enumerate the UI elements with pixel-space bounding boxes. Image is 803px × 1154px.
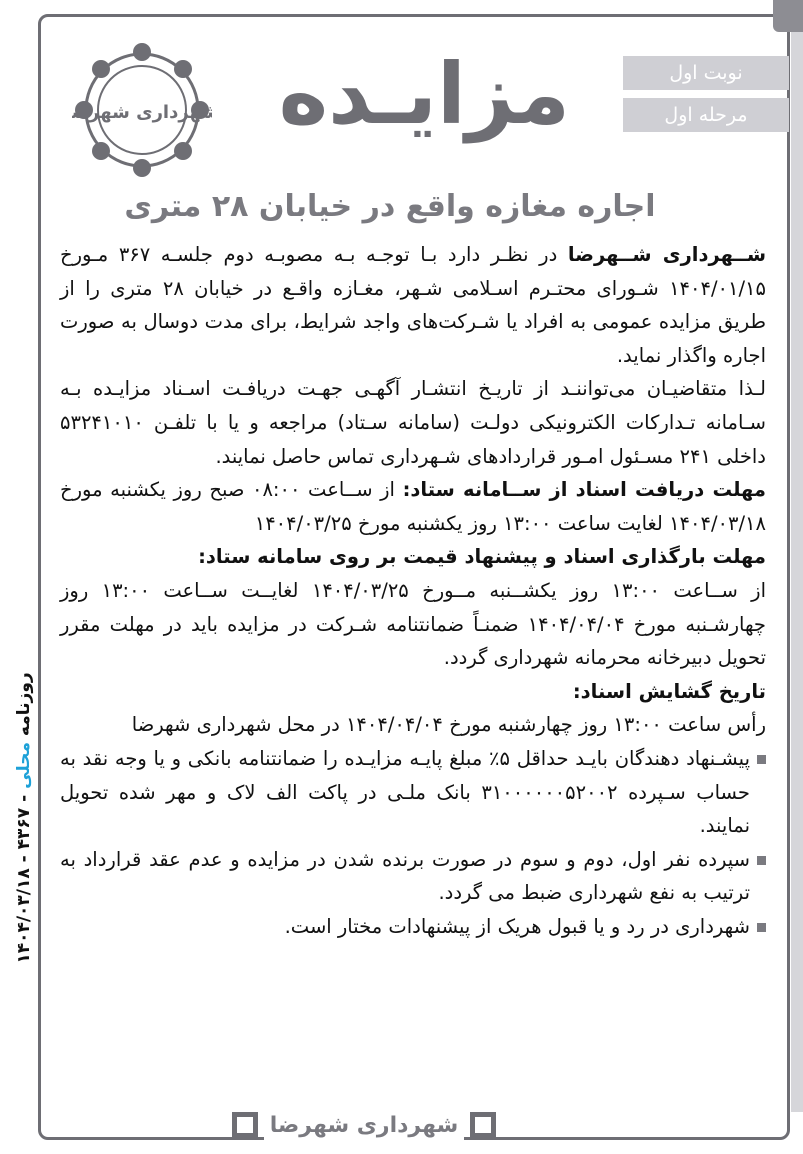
- bullet-deposit: سپرده نفر اول، دوم و سوم در صورت برنده شدن در مزایده و عدم عقد قرارداد به ترتیب به نفع شهرداری ضبط می گردد.: [60, 843, 766, 910]
- round-tag: نوبت اول: [623, 56, 789, 90]
- documents-paragraph: لـذا متقاضیـان می‌تواننـد از تاریـخ انتشـار آگهـی جهـت دریافـت اسـناد مزایـده بـه سـامانه تـدارکات الکترونیکی دولـت (سامانه سـتاد) مراجعه و یا با تلفـن ۵۳۲۴۱۰۱۰ داخلی ۲۴۱ مسـئول امـور قراردادهای شـهرداری تماس حاصل نمایند.: [60, 377, 766, 468]
- opening-paragraph: رأس ساعت ۱۳:۰۰ روز چهارشنبه مورخ ۱۴۰۴/۰۴/۰۴ در محل شهرداری شهرضا: [131, 713, 766, 737]
- page-title: مزایـده: [278, 45, 570, 143]
- shahreza-municipality-logo-icon: [72, 40, 212, 180]
- footer-square-left-icon: [232, 1112, 258, 1138]
- side-issue: - ۴۳۶۷ - ۱۴۰۴/۰۳/۱۸: [14, 794, 34, 964]
- deadline1-paragraph: [60, 473, 766, 540]
- intro-text: در نظـر دارد بـا توجـه بـه مصوبـه دوم جلسـه ۳۶۷ مـورخ ۱۴۰۴/۰۱/۱۵ شـورای محتـرم اسـلامی شـهر، مغـازه واقـع در خیابان ۲۸ متری را از طریق مزایده عمومی به افراد یا شـرکت‌های واجد شرایط، برای مدت دوسال به صورت اجاره واگذار نماید.: [60, 243, 766, 367]
- logo-text: شهرداری شهرضا: [72, 102, 212, 123]
- bullet-guarantee: پیشـنهاد دهندگان بایـد حداقل ۵٪ مبلغ پایـه مزایـده را ضمانتنامه بانکی و یا وجه نقد به حساب سـپرده ۳۱۰۰۰۰۰۰۵۲۰۰۲ بانک ملـی در پاکت الف لاک و مهر شده تحویل نمایند.: [60, 742, 766, 843]
- newspaper-side-label: [8, 668, 40, 968]
- footer: [232, 1106, 496, 1146]
- notice-body: [60, 238, 766, 943]
- intro-paragraph: [60, 238, 766, 372]
- corner-decoration: [773, 0, 803, 32]
- deadline1-bold: مهلت دریافت اسناد از ســامانه ستاد:: [402, 478, 766, 502]
- deadline2-paragraph: از ســاعت ۱۳:۰۰ روز یکشــنبه مــورخ ۱۴۰۴/۰۳/۲۵ لغایــت ســاعت ۱۳:۰۰ روز چهارشـنبه مورخ ۱۴۰۴/۰۴/۰۴ ضمنـاً ضمانتنامه شـرکت در مزایده باید در مهلت مقرر تحویل دبیرخانه محرمانه شهرداری گردد.: [60, 578, 766, 670]
- side-brand: محلی: [14, 741, 34, 789]
- bullet-rights: شهرداری در رد و یا قبول هریک از پیشنهادات مختار است.: [60, 910, 766, 944]
- footer-label: شهرداری شهرضا: [264, 1106, 464, 1146]
- stage-tag: مرحله اول: [623, 98, 789, 132]
- page-subtitle: اجاره مغازه واقع در خیابان ۲۸ متری: [124, 189, 656, 224]
- deadline1-text: از ســاعت ۰۸:۰۰ صبح روز یکشنبه مورخ ۱۴۰۴/۰۳/۱۸ لغایت ساعت ۱۳:۰۰ روز یکشنبه مورخ ۱۴۰۴/۰۳/۲۵: [60, 478, 766, 535]
- side-strip: [791, 32, 803, 1112]
- side-prefix: روزنامه: [14, 672, 34, 737]
- deadline2-heading: مهلت بارگذاری اسناد و پیشنهاد قیمت بر روی سامانه ستاد:: [198, 545, 766, 569]
- intro-bold: شــهرداری شــهرضا: [567, 243, 766, 266]
- footer-square-right-icon: [470, 1112, 496, 1138]
- opening-heading: تاریخ گشایش اسناد:: [572, 679, 766, 703]
